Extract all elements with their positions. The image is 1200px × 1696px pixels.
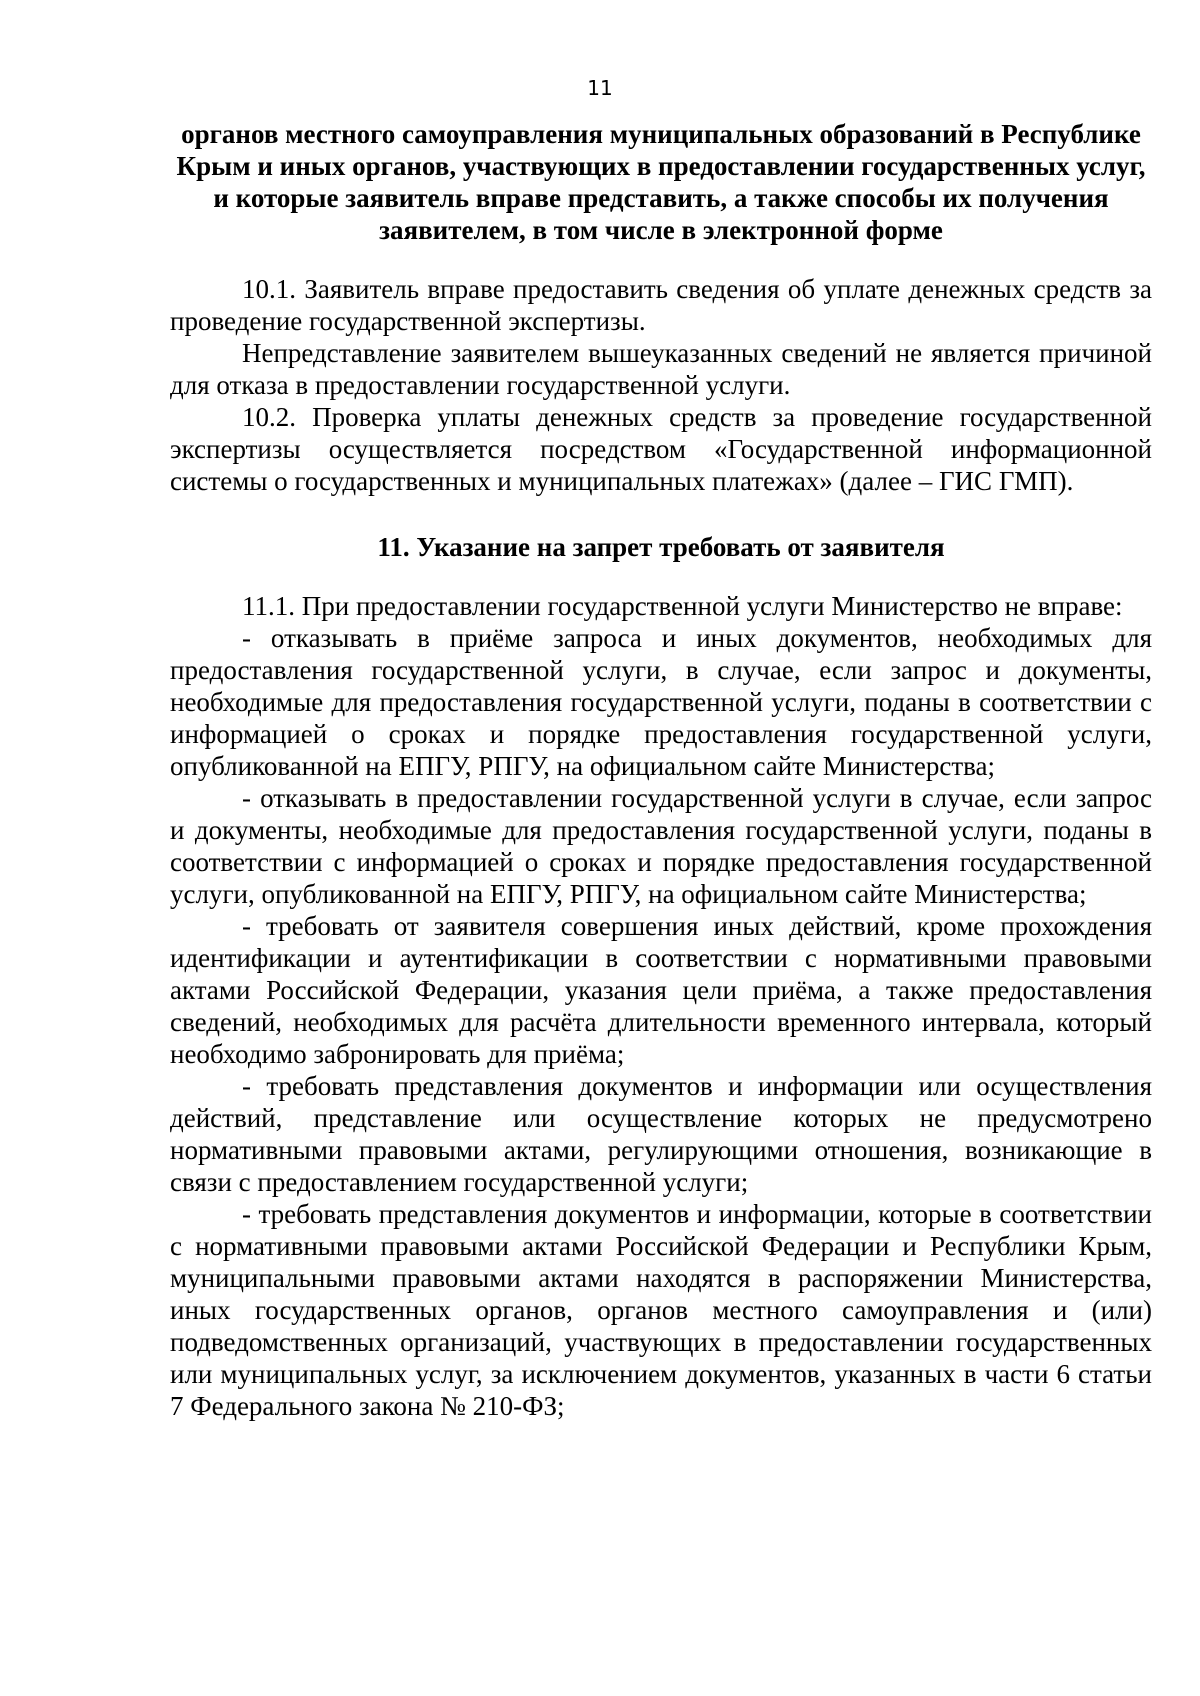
section-11-title: 11. Указание на запрет требовать от заявителя [377,532,945,562]
spacer [170,246,1152,273]
list-item: - требовать от заявителя совершения иных действий, кроме прохождения идентификации и аутентификации в соответствии с нормативными правовыми актами Российской Федерации, указания цели приёма, а также предоставления сведений, необходимых для расчёта длительности временного интервала, который необходимо забронировать для приёма; [170,911,1152,1069]
page-number: 11 [587,76,613,100]
list-item: - требовать представления документов и информации, которые в соответствии с нормативными правовыми актами Российской Федерации и Республики Крым, муниципальными правовыми актами находятся в распоряжении Министерства, иных государственных органов, органов местного самоуправления и (или) подведомственных организаций, участвующих в предоставлении государственных или муниципальных услуг, за исключением документов, указанных в части 6 статьи 7 Федерального закона № 210-ФЗ; [170,1199,1152,1421]
list-item: - требовать представления документов и информации или осуществления действий, представление или осуществление которых не предусмотрено нормативными правовыми актами, регулирующими отношения, возникающие в связи с предоставлением государственной услуги; [170,1071,1152,1197]
page-content [170,118,1152,1422]
list-item: - отказывать в предоставлении государственной услуги в случае, если запрос и документы, необходимые для предоставления государственной услуги, поданы в соответствии с информацией о сроках и порядке предоставления государственной услуги, опубликованной на ЕПГУ, РПГУ, на официальном сайте Министерства; [170,783,1152,909]
paragraph-10-1: 10.1. Заявитель вправе предоставить сведения об уплате денежных средств за проведение государственной экспертизы. [170,274,1152,336]
section-10-heading-continuation: органов местного самоуправления муниципальных образований в Республике Крым и иных органов, участвующих в предоставлении государственных услуг, и которые заявитель вправе представить, а также способы их получения заявителем, в том числе в электронной форме [176,119,1146,245]
paragraph-11-1: 11.1. При предоставлении государственной услуги Министерство не вправе: [242,591,1123,621]
spacer [170,563,1152,590]
paragraph-10-2: 10.2. Проверка уплаты денежных средств за проведение государственной экспертизы осуществляется посредством «Государственной информационной системы о государственных и муниципальных платежах» (далее – ГИС ГМП). [170,402,1152,496]
spacer [170,497,1152,531]
paragraph-10-1-note: Непредставление заявителем вышеуказанных сведений не является причиной для отказа в предоставлении государственной услуги. [170,338,1152,400]
list-item: - отказывать в приёме запроса и иных документов, необходимых для предоставления государственной услуги, в случае, если запрос и документы, необходимые для предоставления государственной услуги, поданы в соответствии с информацией о сроках и порядке предоставления государственной услуги, опубликованной на ЕПГУ, РПГУ, на официальном сайте Министерства; [170,623,1152,781]
